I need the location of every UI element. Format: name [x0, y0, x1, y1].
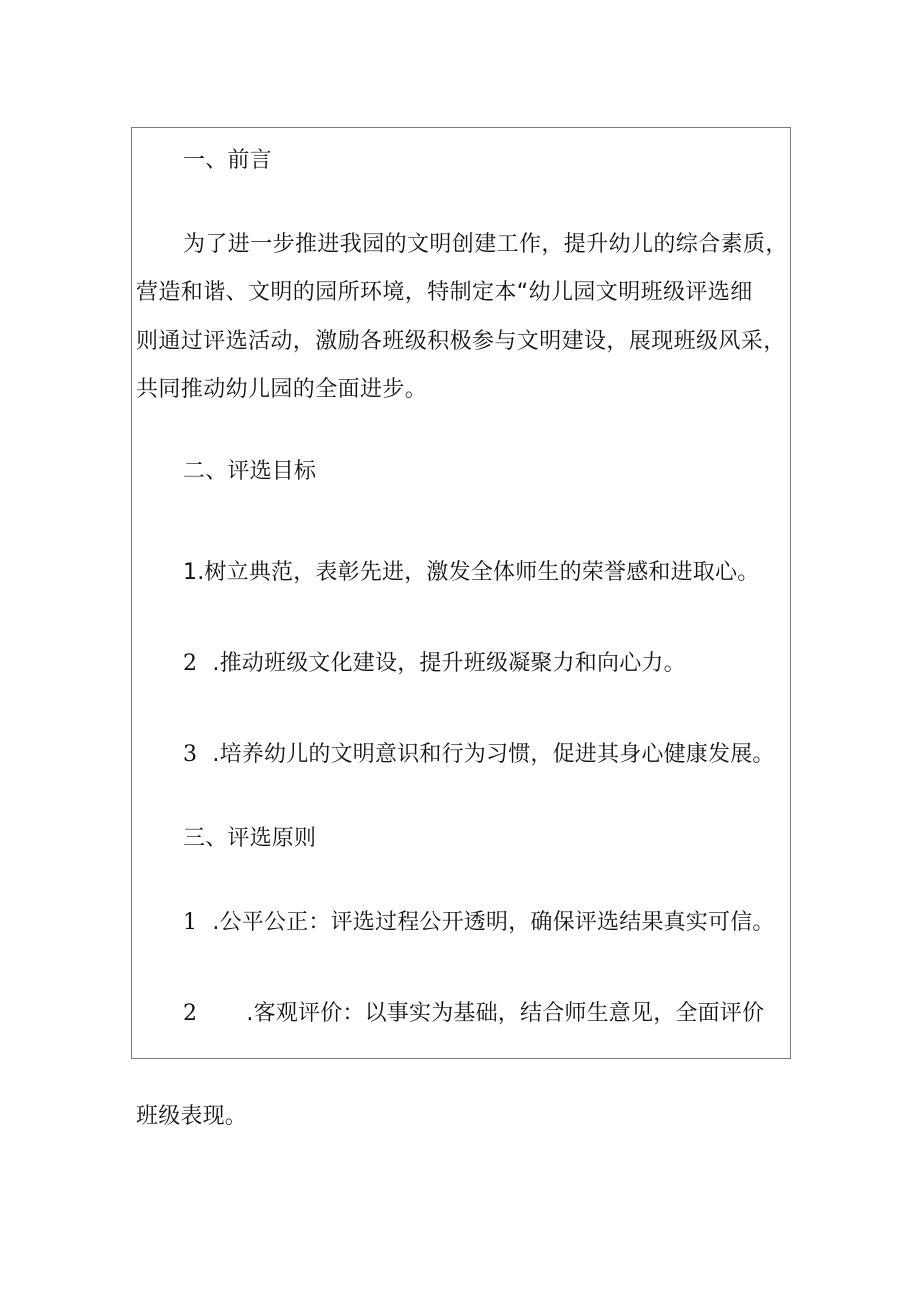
preface-line-3: 则通过评选活动，激励各班级积极参与文明建设，展现班级风采， [136, 329, 786, 354]
principle-item-1-text: .公平公正：评选过程公开透明，确保评选结果真实可信。 [212, 910, 775, 935]
principle-item-2-number: 2 [183, 1001, 198, 1026]
section-heading-principles: 三、评选原则 [183, 826, 317, 851]
preface-line-4: 共同推动幼儿园的全面进步。 [136, 377, 428, 402]
goal-item-3-text: .培养幼儿的文明意识和行为习惯，促进其身心健康发展。 [212, 742, 775, 767]
principle-item-2-continuation: 班级表现。 [136, 1104, 248, 1129]
principle-item-2-text: .客观评价：以事实为基础，结合师生意见，全面评价 [246, 1001, 765, 1026]
goal-item-3-number: 3 [183, 742, 198, 767]
goal-item-2 [183, 651, 686, 677]
principle-item-1 [183, 910, 775, 936]
goal-item-2-number: 2 [183, 651, 198, 676]
section-heading-preface: 一、前言 [183, 148, 272, 173]
goal-item-3 [183, 742, 775, 768]
preface-line-1: 为了进一步推进我园的文明创建工作，提升幼儿的综合素质， [183, 232, 788, 257]
goal-item-1: 1.树立典范，表彰先进，激发全体师生的荣誉感和进取心。 [183, 560, 760, 585]
principle-item-2 [183, 1001, 764, 1027]
section-heading-goals: 二、评选目标 [183, 459, 317, 484]
preface-line-2: 营造和谐、文明的园所环境，特制定本“幼儿园文明班级评选细 [136, 280, 753, 305]
principle-item-1-number: 1 [183, 910, 198, 935]
goal-item-2-text: .推动班级文化建设，提升班级凝聚力和向心力。 [212, 651, 686, 676]
